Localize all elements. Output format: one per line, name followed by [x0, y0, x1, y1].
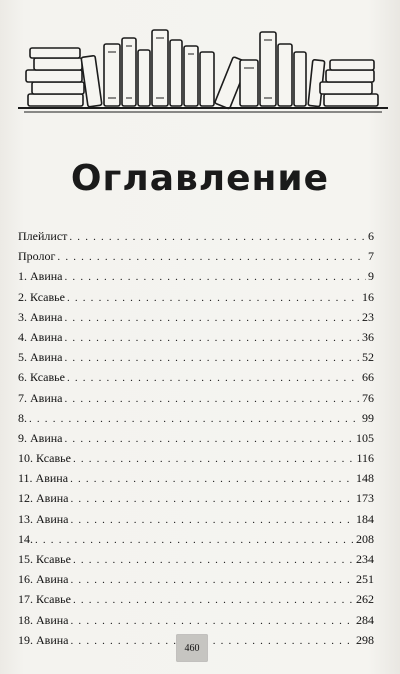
dot-leader: [70, 469, 354, 489]
toc-entry: [18, 388, 374, 408]
dot-leader: [71, 611, 354, 631]
dot-leader: [65, 389, 360, 409]
toc-entry-label: 2. Ксавье: [18, 289, 65, 304]
toc-entry-label: 11. Авина: [18, 471, 69, 486]
dot-leader: [71, 570, 354, 590]
toc-entry-page: 116: [356, 451, 374, 466]
toc-entry-page: 105: [356, 430, 374, 445]
toc-entry-page: 251: [356, 572, 374, 587]
toc-entry-label: 9. Авина: [18, 430, 63, 445]
toc-entry-label: 10. Ксавье: [18, 451, 71, 466]
dot-leader: [69, 227, 366, 247]
toc-entry: [18, 610, 374, 630]
toc-entry: [18, 488, 374, 508]
toc-entry: [18, 226, 374, 246]
toc-entry-label: 12. Авина: [18, 491, 69, 506]
dot-leader: [65, 267, 366, 287]
toc-entry-page: 7: [368, 249, 374, 264]
toc-entry-page: 23: [362, 309, 374, 324]
toc-entry-label: Плейлист: [18, 229, 68, 243]
toc-entry-label: 5. Авина: [18, 350, 63, 365]
dot-leader: [65, 348, 360, 368]
toc-entry: [18, 468, 374, 488]
toc-entry-page: 298: [356, 632, 374, 647]
toc-entry-label: 1. Авина: [18, 269, 63, 284]
dot-leader: [71, 631, 354, 651]
toc-entry-page: 36: [362, 329, 374, 344]
toc-entry-page: 262: [356, 592, 374, 607]
toc-entry-page: 6: [368, 229, 374, 243]
toc-entry: [18, 408, 374, 428]
toc-entry: [18, 509, 374, 529]
toc-entry-label: 7. Авина: [18, 390, 63, 405]
dot-leader: [65, 308, 360, 328]
toc-entry: [18, 266, 374, 286]
toc-entry: [18, 246, 374, 266]
toc-entry-label: 6. Ксавье: [18, 370, 65, 385]
dot-leader: [71, 489, 354, 509]
dot-leader: [35, 530, 354, 550]
toc-entry-page: 184: [356, 511, 374, 526]
toc-entry-page: 66: [362, 370, 374, 385]
toc-entry-label: 16. Авина: [18, 572, 69, 587]
toc-entry-page: 208: [356, 531, 374, 546]
toc-entry-label: 3. Авина: [18, 309, 63, 324]
toc-entry-page: 9: [368, 269, 374, 284]
toc-entry-page: 284: [356, 612, 374, 627]
toc-entry-label: 8.: [18, 410, 27, 425]
dot-leader: [67, 368, 360, 388]
dot-leader: [73, 449, 354, 469]
toc-entry: [18, 569, 374, 589]
dot-leader: [29, 409, 360, 429]
dot-leader: [65, 429, 354, 449]
toc-entry-page: 234: [356, 552, 374, 566]
dot-leader: [67, 288, 360, 308]
toc-entry: [18, 448, 374, 468]
toc-entry-label: 15. Ксавье: [18, 552, 71, 566]
toc-entry: [18, 327, 374, 347]
table-of-contents: [18, 226, 374, 650]
page-number: 460: [184, 643, 200, 654]
toc-entry: [18, 589, 374, 609]
toc-entry-page: 52: [362, 350, 374, 365]
page-number-tab: [176, 634, 208, 662]
dot-leader: [57, 247, 366, 267]
dot-leader: [71, 510, 354, 530]
toc-entry: [18, 347, 374, 367]
toc-entry-page: 16: [362, 289, 374, 304]
toc-entry-label: 17. Ксавье: [18, 592, 71, 607]
dot-leader: [65, 328, 360, 348]
page-title: Оглавление: [70, 158, 330, 199]
dot-leader: [73, 550, 354, 570]
toc-entry: [18, 428, 374, 448]
toc-entry-page: 76: [362, 390, 374, 405]
toc-entry-page: 173: [356, 491, 374, 506]
toc-entry-page: 148: [356, 471, 374, 486]
toc-entry: [18, 307, 374, 327]
toc-entry-label: 4. Авина: [18, 329, 63, 344]
toc-entry-label: Пролог: [18, 249, 56, 264]
toc-entry-label: 19. Авина: [18, 632, 69, 647]
toc-entry-label: 13. Авина: [18, 511, 69, 526]
bookshelf-illustration: [18, 22, 388, 122]
toc-entry-label: 18. Авина: [18, 612, 69, 627]
toc-entry: [18, 549, 374, 569]
toc-entry-page: 99: [362, 410, 374, 425]
toc-entry: [18, 529, 374, 549]
dot-leader: [73, 590, 354, 610]
toc-entry-label: 14.: [18, 531, 33, 546]
toc-entry: [18, 367, 374, 387]
toc-entry: [18, 287, 374, 307]
